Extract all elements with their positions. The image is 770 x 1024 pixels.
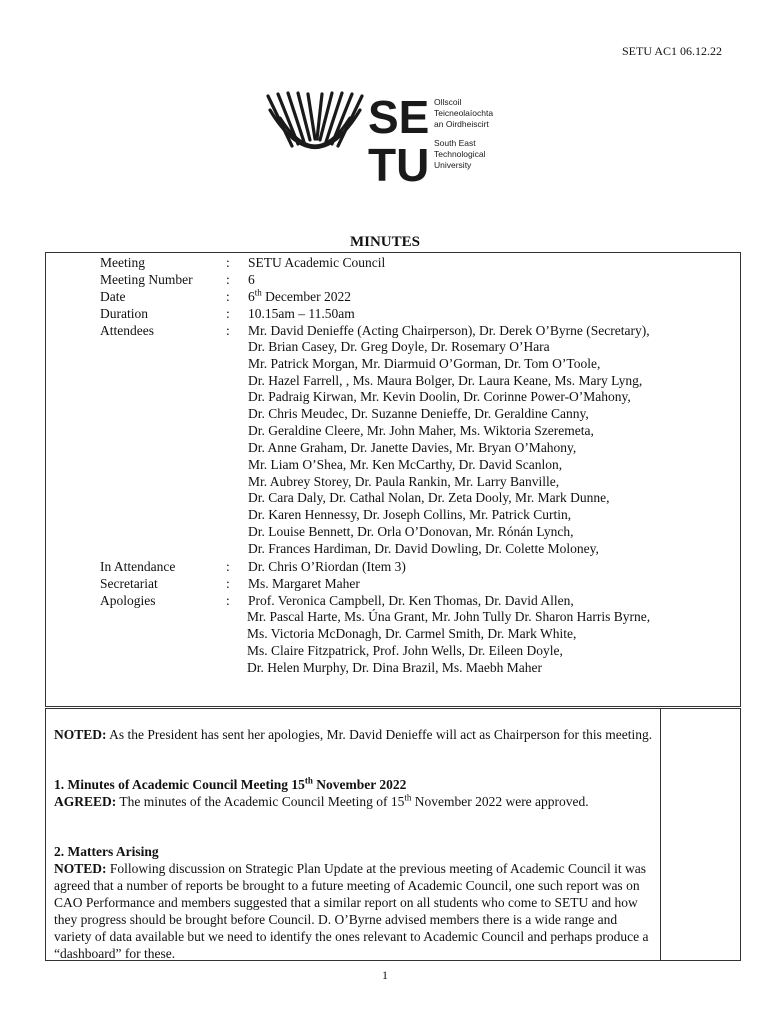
logo-text-english-3: University [434, 160, 472, 170]
attendees-line: Dr. Karen Hennessy, Dr. Joseph Collins, Mr. Patrick Curtin, [248, 507, 572, 522]
attendees-line: Dr. Brian Casey, Dr. Greg Doyle, Dr. Rosemary O’Hara [248, 339, 550, 354]
date-value: 6th December 2022 [248, 287, 351, 304]
attendees-line: Dr. Anne Graham, Dr. Janette Davies, Mr. Bryan O’Mahony, [248, 440, 577, 455]
logo-text-english-2: Technological [434, 149, 486, 159]
svg-text:TU: TU [368, 139, 430, 186]
attendees-line: Dr. Frances Hardiman, Dr. David Dowling, Dr. Colette Moloney, [248, 541, 599, 556]
attendees-line: Dr. Geraldine Cleere, Mr. John Maher, Ms. Wiktoria Szeremeta, [248, 423, 594, 438]
logo-text-irish-3: an Oirdheiscirt [434, 119, 489, 129]
date-label: Date [100, 289, 126, 304]
in-attendance-value: Dr. Chris O’Riordan (Item 3) [248, 559, 406, 574]
colon: : [226, 576, 230, 591]
noted-matters-arising-paragraph: NOTED: Following discussion on Strategic Plan Update at the previous meeting of Academic Council it was agreed that a number of reports be brought to a future meeting of Academic Council, one such report was on CAO Performance and members suggested that a similar report on all students who come to SETU and how they progress should be brought before Council. D. O’Byrne advised members there is a wide range and variety of data available but we need to identify the ones relevant to Academic Council and perhaps produce a “dashboard” for these. [54, 861, 649, 961]
meeting-number-value: 6 [248, 272, 255, 287]
attendees-line: Dr. Hazel Farrell, , Ms. Maura Bolger, Dr. Laura Keane, Ms. Mary Lyng, [248, 373, 643, 388]
apologies-label: Apologies [100, 593, 156, 608]
attendees-line: Mr. Patrick Morgan, Mr. Diarmuid O’Gorman, Dr. Tom O’Toole, [248, 356, 601, 371]
logo-tagline [434, 97, 493, 171]
apologies-line: Prof. Veronica Campbell, Dr. Ken Thomas, Dr. David Allen, [248, 593, 574, 608]
apologies-line: Mr. Pascal Harte, Ms. Úna Grant, Mr. John Tully Dr. Sharon Harris Byrne, [247, 609, 651, 624]
colon: : [226, 559, 230, 574]
attendees-label: Attendees [100, 323, 154, 338]
action-column-divider [660, 708, 661, 961]
noted-chairperson-paragraph: NOTED: As the President has sent her apologies, Mr. David Denieffe will act as Chairperson for this meeting. [54, 727, 653, 742]
in-attendance-label: In Attendance [100, 559, 176, 574]
attendees-line: Dr. Louise Bennett, Dr. Orla O’Donovan, Mr. Rónán Lynch, [248, 524, 574, 539]
colon: : [226, 255, 230, 270]
apologies-line: Ms. Claire Fitzpatrick, Prof. John Wells, Dr. Eileen Doyle, [247, 643, 563, 658]
apologies-line: Ms. Victoria McDonagh, Dr. Carmel Smith, Dr. Mark White, [247, 626, 577, 641]
item-1-heading: 1. Minutes of Academic Council Meeting 15th November 2022 [54, 775, 407, 792]
noted-label: NOTED: [54, 727, 107, 742]
agreed-minutes-paragraph: AGREED: The minutes of the Academic Council Meeting of 15th November 2022 were approved. [54, 792, 589, 809]
svg-text:SE: SE [368, 91, 430, 143]
secretariat-value: Ms. Margaret Maher [248, 576, 360, 591]
attendees-line: Dr. Padraig Kirwan, Mr. Kevin Doolin, Dr. Corinne Power-O’Mahony, [248, 389, 631, 404]
colon: : [226, 593, 230, 608]
colon: : [226, 289, 230, 304]
page-number: 1 [382, 968, 388, 982]
noted-label: NOTED: [54, 861, 107, 876]
logo-text-irish-1: Ollscoil [434, 97, 462, 107]
colon: : [226, 306, 230, 321]
page-title: MINUTES [349, 234, 420, 250]
apologies-line: Dr. Helen Murphy, Dr. Dina Brazil, Ms. Maebh Maher [247, 660, 542, 675]
meeting-number-label: Meeting Number [100, 272, 193, 287]
duration-value: 10.15am – 11.50am [248, 306, 355, 321]
colon: : [226, 323, 230, 338]
secretariat-label: Secretariat [100, 576, 158, 591]
meeting-value: SETU Academic Council [248, 255, 386, 270]
attendees-line: Dr. Cara Daly, Dr. Cathal Nolan, Dr. Zeta Dooly, Mr. Mark Dunne, [248, 490, 610, 505]
attendees-line: Mr. Liam O’Shea, Mr. Ken McCarthy, Dr. David Scanlon, [248, 457, 563, 472]
attendees-line: Dr. Chris Meudec, Dr. Suzanne Denieffe, Dr. Geraldine Canny, [248, 406, 589, 421]
colon: : [226, 272, 230, 287]
duration-label: Duration [100, 306, 148, 321]
attendees-line: Mr. David Denieffe (Acting Chairperson), Dr. Derek O’Byrne (Secretary), [248, 323, 650, 338]
agreed-label: AGREED: [54, 794, 117, 809]
logo-text-english-1: South East [434, 138, 476, 148]
document-reference: SETU AC1 06.12.22 [621, 44, 722, 58]
logo-text-irish-2: Teicneolaíochta [434, 108, 494, 118]
meeting-label: Meeting [100, 255, 145, 270]
item-2-heading: 2. Matters Arising [54, 844, 159, 859]
attendees-line: Mr. Aubrey Storey, Dr. Paula Rankin, Mr. Larry Banville, [248, 474, 560, 489]
